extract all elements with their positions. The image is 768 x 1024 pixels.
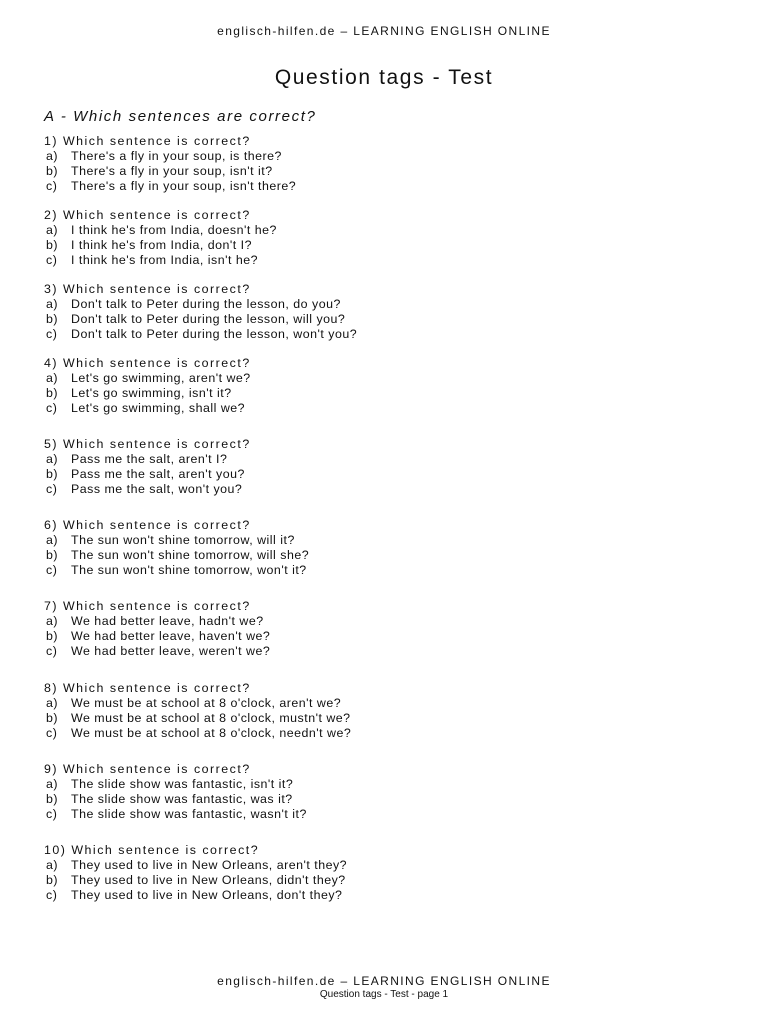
option-text: Don't talk to Peter during the lesson, won't you? (71, 327, 358, 341)
option-c (44, 327, 357, 342)
option-letter: b) (46, 238, 59, 252)
option-b (44, 467, 251, 482)
option-letter: c) (46, 563, 58, 577)
option-letter: a) (46, 223, 59, 237)
option-a (44, 533, 309, 548)
option-a (44, 371, 251, 386)
option-b (44, 548, 309, 563)
option-text: The sun won't shine tomorrow, will she? (71, 548, 310, 562)
question-title: 1) Which sentence is correct? (44, 134, 251, 148)
option-a (44, 696, 351, 711)
option-text: They used to live in New Orleans, don't they? (71, 888, 343, 902)
option-text: I think he's from India, isn't he? (71, 253, 259, 267)
option-text: Let's go swimming, aren't we? (71, 371, 251, 385)
option-letter: b) (46, 164, 59, 178)
option-c (44, 401, 251, 416)
option-letter: a) (46, 614, 59, 628)
option-c (44, 644, 270, 659)
option-letter: a) (46, 371, 59, 385)
option-text: The slide show was fantastic, was it? (71, 792, 293, 806)
option-b (44, 238, 277, 253)
option-text: Don't talk to Peter during the lesson, will you? (71, 312, 346, 326)
option-letter: a) (46, 858, 59, 872)
page-title: Question tags - Test (274, 66, 494, 89)
option-letter: a) (46, 696, 59, 710)
option-letter: c) (46, 888, 58, 902)
question-title: 4) Which sentence is correct? (44, 356, 251, 370)
question-title: 3) Which sentence is correct? (44, 282, 251, 296)
question-title: 10) Which sentence is correct? (44, 843, 260, 857)
question-title: 2) Which sentence is correct? (44, 208, 251, 222)
option-letter: c) (46, 807, 58, 821)
option-letter: a) (46, 149, 59, 163)
option-c (44, 888, 347, 903)
option-letter: c) (46, 253, 58, 267)
option-text: Let's go swimming, shall we? (71, 401, 246, 415)
option-text: They used to live in New Orleans, aren't they? (71, 858, 348, 872)
option-letter: c) (46, 482, 58, 496)
option-text: The slide show was fantastic, wasn't it? (71, 807, 307, 821)
option-a (44, 223, 277, 238)
option-a (44, 614, 270, 629)
option-text: I think he's from India, doesn't he? (71, 223, 277, 237)
option-b (44, 711, 351, 726)
option-letter: a) (46, 533, 59, 547)
option-c (44, 179, 296, 194)
question-title: 9) Which sentence is correct? (44, 762, 251, 776)
option-b (44, 164, 296, 179)
option-letter: a) (46, 297, 59, 311)
question-title: 8) Which sentence is correct? (44, 681, 251, 695)
option-text: Let's go swimming, isn't it? (71, 386, 232, 400)
option-text: Don't talk to Peter during the lesson, do you? (71, 297, 341, 311)
question-7 (44, 599, 270, 659)
section-title: A - Which sentences are correct? (44, 108, 317, 125)
option-text: We must be at school at 8 o'clock, needn't we? (71, 726, 352, 740)
option-text: They used to live in New Orleans, didn't they? (71, 873, 346, 887)
question-title: 5) Which sentence is correct? (44, 437, 251, 451)
question-title: 6) Which sentence is correct? (44, 518, 251, 532)
option-letter: c) (46, 726, 58, 740)
option-text: We must be at school at 8 o'clock, aren't we? (71, 696, 342, 710)
header-site-line: englisch-hilfen.de – LEARNING ENGLISH ONLINE (217, 24, 551, 38)
option-a (44, 452, 251, 467)
option-b (44, 312, 357, 327)
option-letter: b) (46, 873, 59, 887)
option-text: There's a fly in your soup, isn't there? (71, 179, 297, 193)
option-letter: b) (46, 548, 59, 562)
question-1 (44, 134, 296, 194)
option-a (44, 149, 296, 164)
option-text: Pass me the salt, won't you? (71, 482, 243, 496)
option-letter: b) (46, 792, 59, 806)
option-text: There's a fly in your soup, isn't it? (71, 164, 273, 178)
option-text: We must be at school at 8 o'clock, mustn't we? (71, 711, 351, 725)
option-letter: b) (46, 711, 59, 725)
option-b (44, 386, 251, 401)
option-b (44, 629, 270, 644)
footer-page-label: Question tags - Test - page 1 (319, 989, 449, 1000)
option-text: Pass me the salt, aren't I? (71, 452, 228, 466)
option-b (44, 873, 347, 888)
option-text: I think he's from India, don't I? (71, 238, 253, 252)
footer-site-line: englisch-hilfen.de – LEARNING ENGLISH ONLINE (217, 974, 551, 988)
option-c (44, 563, 309, 578)
option-c (44, 482, 251, 497)
option-letter: a) (46, 452, 59, 466)
question-title: 7) Which sentence is correct? (44, 599, 251, 613)
option-letter: b) (46, 467, 59, 481)
question-2 (44, 208, 277, 268)
option-text: The slide show was fantastic, isn't it? (71, 777, 294, 791)
option-a (44, 297, 357, 312)
question-6 (44, 518, 309, 578)
option-a (44, 858, 347, 873)
option-c (44, 807, 307, 822)
option-letter: b) (46, 386, 59, 400)
option-text: The sun won't shine tomorrow, will it? (71, 533, 295, 547)
option-c (44, 253, 277, 268)
option-text: We had better leave, weren't we? (71, 644, 271, 658)
option-text: We had better leave, hadn't we? (71, 614, 264, 628)
question-10 (44, 843, 347, 903)
option-text: The sun won't shine tomorrow, won't it? (71, 563, 307, 577)
question-9 (44, 762, 307, 822)
question-4 (44, 356, 251, 416)
question-5 (44, 437, 251, 497)
option-letter: b) (46, 629, 59, 643)
option-letter: c) (46, 327, 58, 341)
option-text: Pass me the salt, aren't you? (71, 467, 245, 481)
option-letter: c) (46, 644, 58, 658)
option-letter: c) (46, 179, 58, 193)
option-letter: c) (46, 401, 58, 415)
option-c (44, 726, 351, 741)
option-letter: b) (46, 312, 59, 326)
question-3 (44, 282, 357, 342)
option-letter: a) (46, 777, 59, 791)
option-text: There's a fly in your soup, is there? (71, 149, 282, 163)
option-text: We had better leave, haven't we? (71, 629, 271, 643)
option-a (44, 777, 307, 792)
option-b (44, 792, 307, 807)
question-8 (44, 681, 351, 741)
